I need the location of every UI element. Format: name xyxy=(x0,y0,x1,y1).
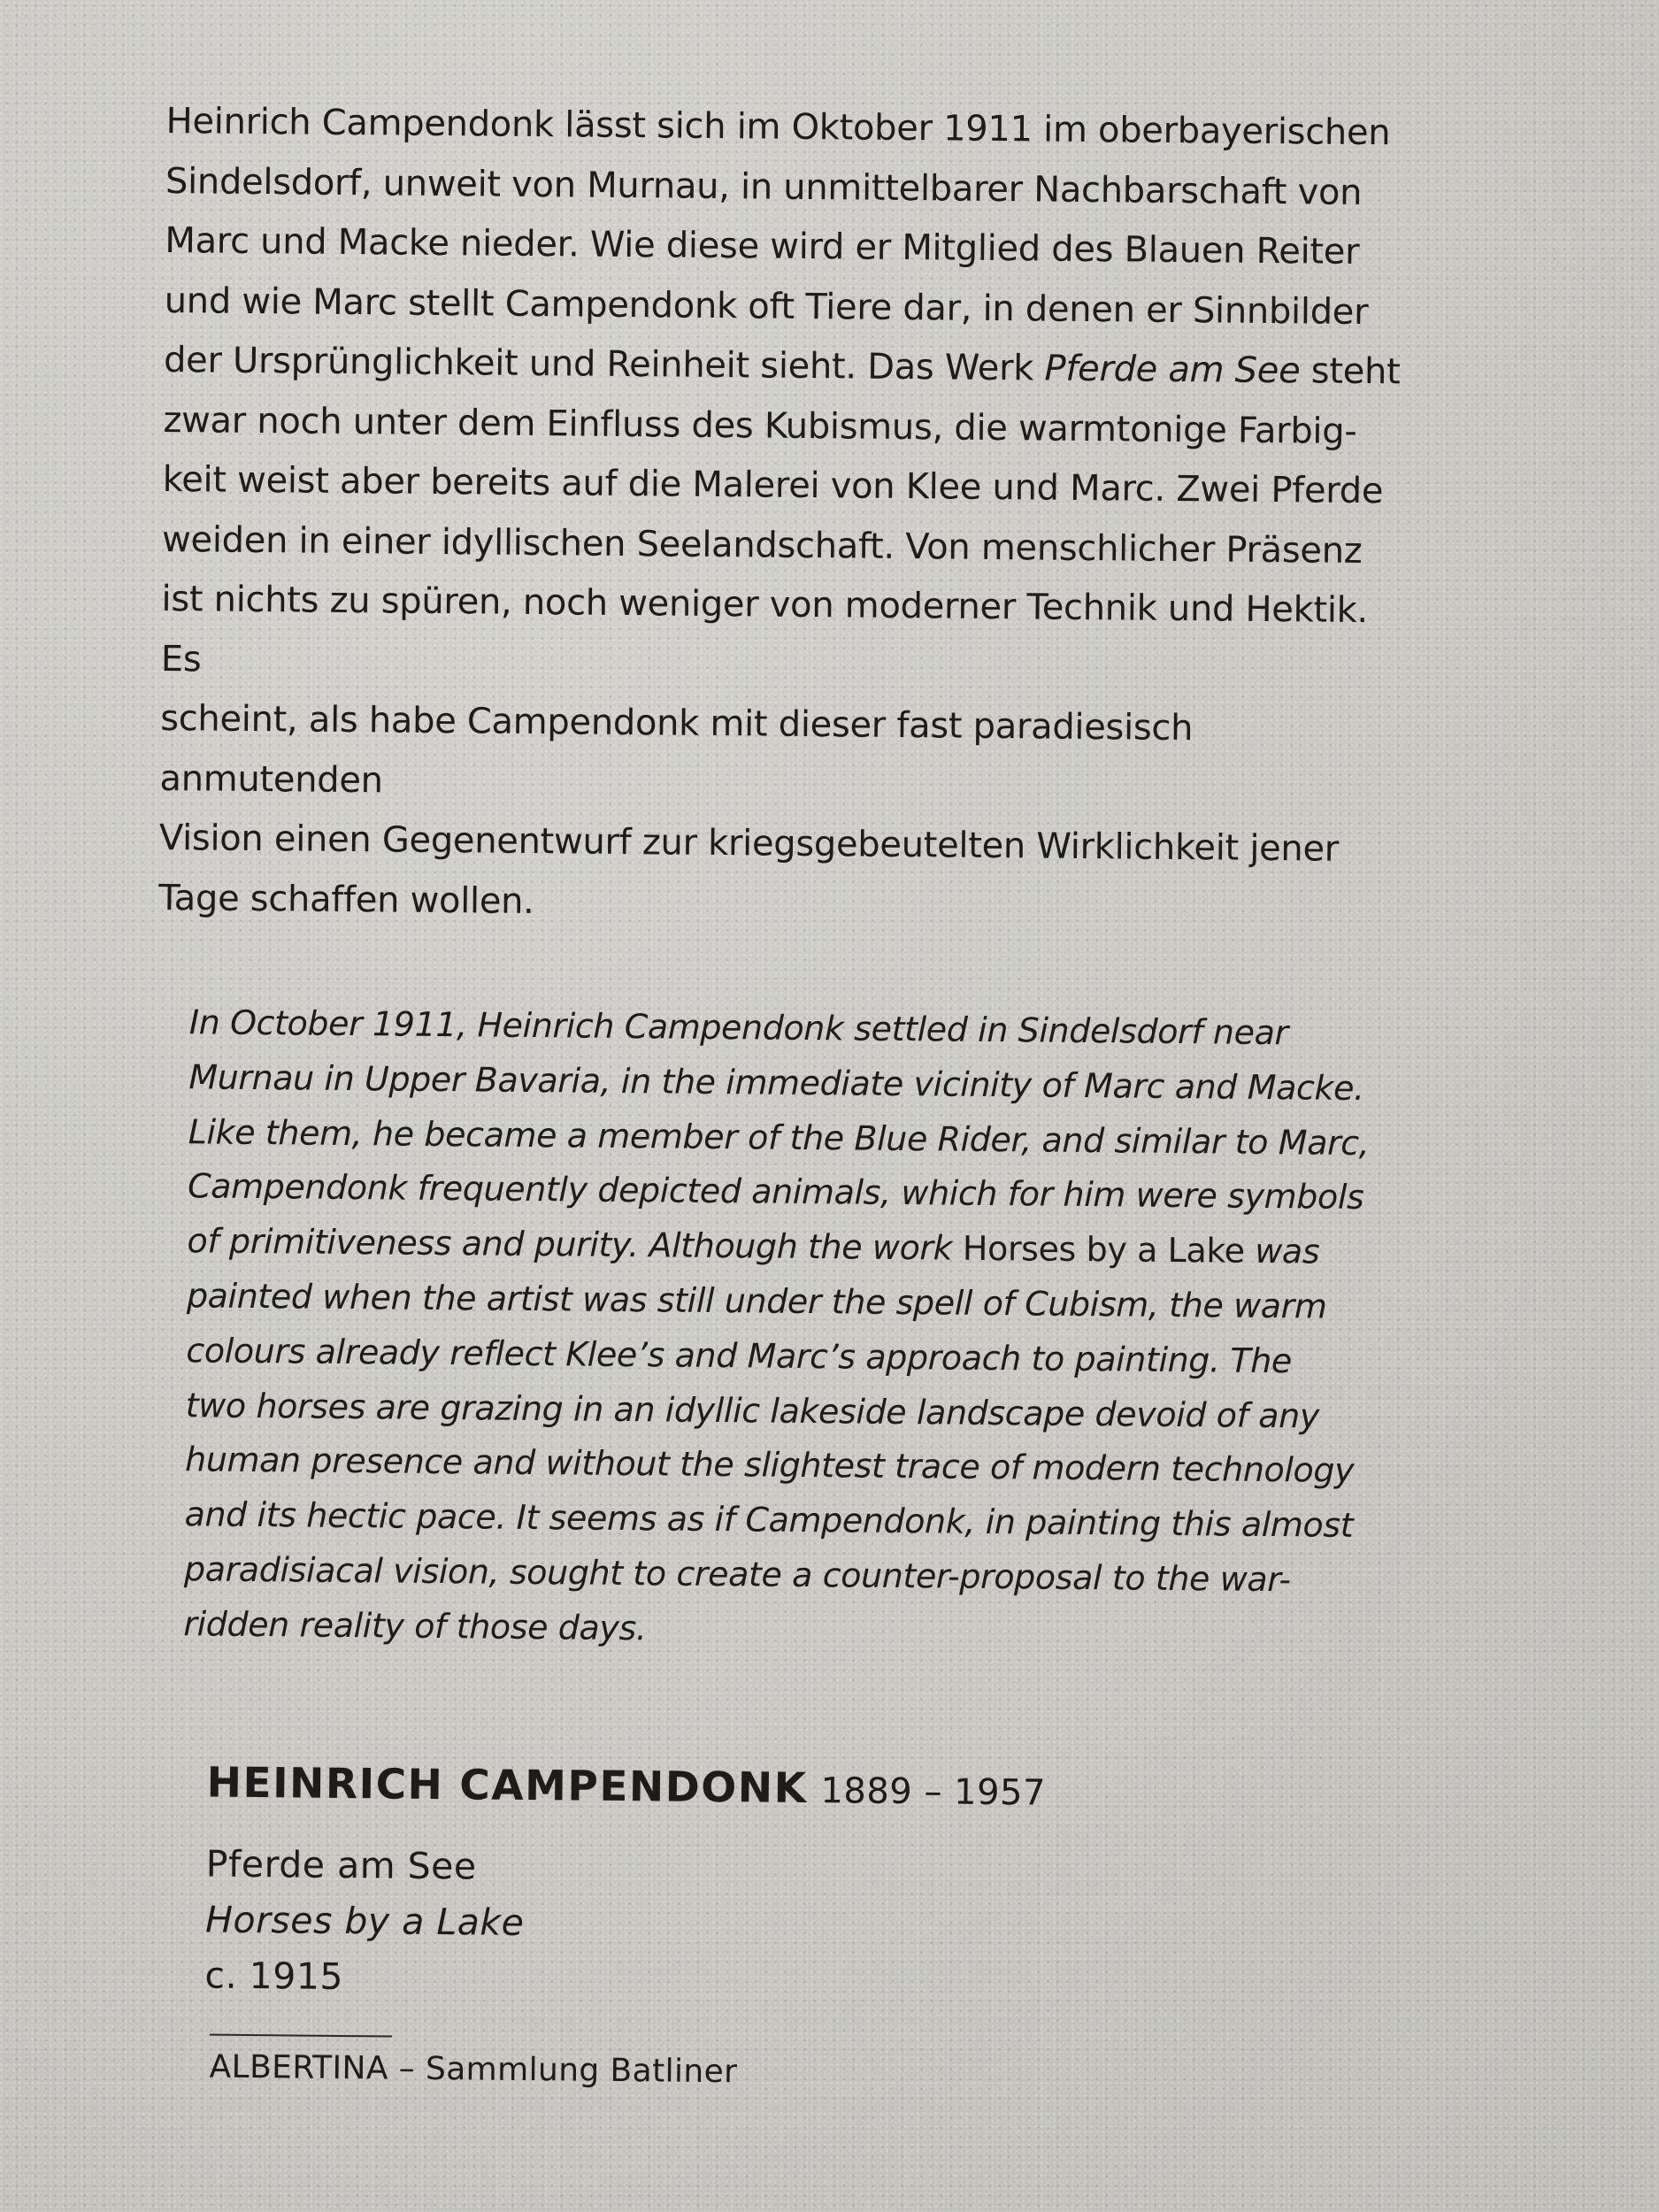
wall-label xyxy=(147,92,1414,2100)
artist-line xyxy=(206,1756,1398,1823)
german-work-title: Pferde am See xyxy=(1044,348,1301,392)
english-text-part-2: was painted when the artist was still under the spell of Cubism, the warm colours already reflect Klee’s and Marc’s approach to painting. The two horses are grazing in an idyllic lakeside landscape devoid of any human presence and without the slightest trace of modern technology and its hectic pace. It seems as if Campendonk, in painting this almost paradisiacal vision, sought to create a counter-proposal to the war- ridden reality of those days. xyxy=(183,1231,1355,1648)
collection-credit: ALBERTINA – Sammlung Batliner xyxy=(209,2048,738,2090)
english-description xyxy=(183,995,1405,1663)
english-text-part-1: In October 1911, Heinrich Campendonk settled in Sindelsdorf near Murnau in Upper Bavaria, in the immediate vicinity of Marc and Macke. Like them, he became a member of the Blue Rider, and similar to Marc, Campendonk frequently depicted animals, which for him were symbols of primitiveness and purity. Although the work xyxy=(187,1002,1370,1268)
caption-divider xyxy=(210,2033,392,2037)
german-text-part-2: steht zwar noch unter dem Einfluss des Kubismus, die warmtonige Farbig- keit weist aber bereits auf die Malerei von Klee und Marc. Zwei Pferde weiden in einer idyllischen Seelandschaft. Von menschlicher Präsenz ist nichts zu spüren, noch weniger von moderner Technik und Hektik. Es scheint, als habe Campendonk mit dieser fast paradiesisch anmutenden Vision einen Gegenentwurf zur kriegsgebeutelten Wirklichkeit jener Tage schaffen wollen. xyxy=(158,350,1401,922)
artist-name: HEINRICH CAMPENDONK xyxy=(206,1758,808,1813)
artist-dates: 1889 – 1957 xyxy=(820,1770,1047,1814)
work-title-english: Horses by a Lake xyxy=(204,1898,525,1944)
artwork-caption xyxy=(204,1756,1398,2100)
german-text-part-1: Heinrich Campendonk lässt sich im Oktober 1911 im oberbayerischen Sindelsdorf, unweit von Murnau, in unmittelbarer Nachbarschaft von Marc und Macke nieder. Wie diese wird er Mitglied des Blauen Reiter und wie Marc stellt Campendonk oft Tiere dar, in denen er Sinnbilder der Ursprünglichkeit und Reinheit sieht. Das Werk xyxy=(163,100,1391,389)
english-work-title: Horses by a Lake xyxy=(962,1228,1245,1271)
work-date: c. 1915 xyxy=(204,1954,344,1998)
german-description xyxy=(158,92,1414,940)
work-title-german: Pferde am See xyxy=(205,1842,477,1888)
